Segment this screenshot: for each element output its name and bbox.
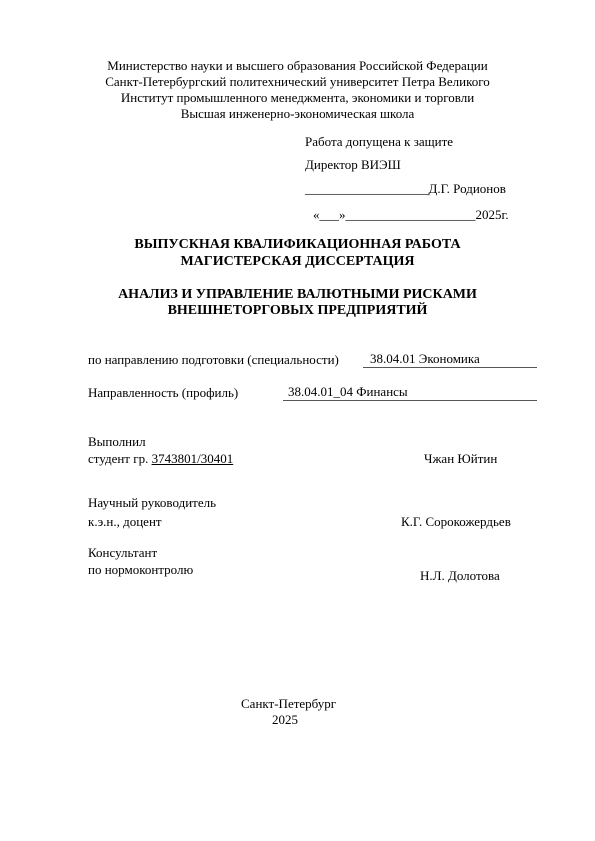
consultant-name: Н.Л. Долотова bbox=[420, 568, 500, 583]
performer-label: Выполнил bbox=[88, 434, 146, 449]
work-type-title: ВЫПУСКНАЯ КВАЛИФИКАЦИОННАЯ РАБОТА bbox=[134, 237, 461, 252]
consultant-label: Консультант bbox=[88, 545, 158, 560]
director-signature-row bbox=[305, 181, 506, 197]
direction-underline bbox=[363, 367, 537, 368]
director-name: Д.Г. Родионов bbox=[428, 181, 506, 196]
approval-year: 2025г. bbox=[475, 207, 509, 222]
footer-city: Санкт-Петербург bbox=[241, 696, 337, 711]
director-position: Директор ВИЭШ bbox=[305, 157, 401, 172]
direction-value: 38.04.01 Экономика bbox=[370, 351, 480, 366]
profile-underline bbox=[283, 400, 537, 401]
ministry-line: Министерство науки и высшего образования Российской Федерации bbox=[107, 58, 488, 73]
footer-year: 2025 bbox=[272, 712, 298, 727]
supervisor-name: К.Г. Сорокожердьев bbox=[401, 514, 511, 529]
supervisor-label: Научный руководитель bbox=[88, 495, 217, 510]
performer-group-row bbox=[88, 451, 233, 467]
school-line: Высшая инженерно-экономическая школа bbox=[180, 106, 415, 121]
group-prefix: студент гр. bbox=[88, 451, 149, 466]
performer-name: Чжан Юйтин bbox=[424, 451, 498, 466]
date-line: «___»____________________ bbox=[313, 207, 476, 222]
degree-title: МАГИСТЕРСКАЯ ДИССЕРТАЦИЯ bbox=[180, 254, 415, 269]
approval-date-row bbox=[313, 207, 509, 223]
admitted-text: Работа допущена к защите bbox=[305, 134, 454, 149]
consultant-area: по нормоконтролю bbox=[88, 562, 194, 577]
group-number: 3743801/30401 bbox=[151, 451, 234, 466]
university-line: Санкт-Петербургский политехнический университет Петра Великого bbox=[105, 74, 490, 89]
profile-value: 38.04.01_04 Финансы bbox=[288, 384, 408, 399]
supervisor-degree: к.э.н., доцент bbox=[88, 514, 162, 529]
topic-line-1: АНАЛИЗ И УПРАВЛЕНИЕ ВАЛЮТНЫМИ РИСКАМИ bbox=[118, 287, 477, 302]
topic-line-2: ВНЕШНЕТОРГОВЫХ ПРЕДПРИЯТИЙ bbox=[167, 303, 428, 318]
profile-label: Направленность (профиль) bbox=[88, 385, 239, 400]
direction-label: по направлению подготовки (специальности) bbox=[88, 352, 339, 367]
institute-line: Институт промышленного менеджмента, экономики и торговли bbox=[120, 90, 475, 105]
signature-line: ___________________ bbox=[305, 181, 429, 196]
